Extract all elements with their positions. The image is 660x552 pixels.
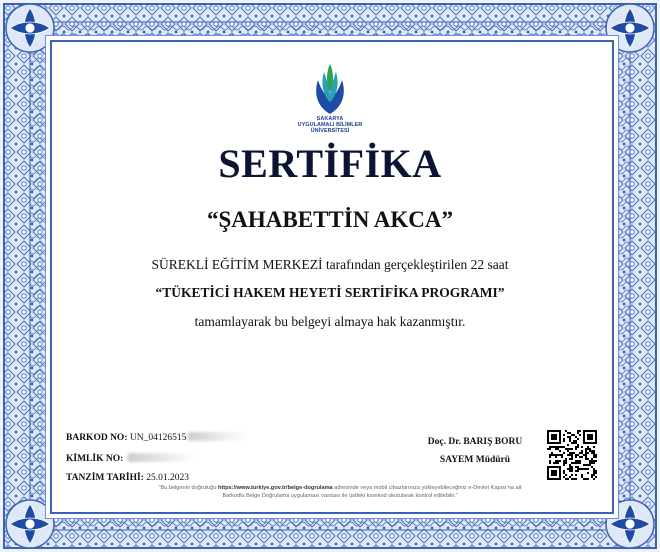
verification-link[interactable]: https://www.turkiye.gov.tr/belge-dogrulama [217, 485, 333, 491]
program-name: “TÜKETİCİ HAKEM HEYETİ SERTİFİKA PROGRAMI” [155, 285, 505, 300]
note-rest: adresinde veya mobil cihazlarınıza yükleyebileceğiniz e-Devlet Kapısı’na ait Barkodlu Belge Doğrulama uygulaması vasıtası ile üstteki karekod okutularak kontrol edilebilir.” [222, 485, 522, 499]
date-row [66, 473, 189, 483]
id-row [66, 453, 198, 464]
signer-title: SAYEM Müdürü [439, 455, 511, 465]
issuer-statement: SÜREKLİ EĞİTİM MERKEZİ tarafından gerçekleştirilen 22 saat [151, 257, 509, 272]
qr-code-icon [544, 427, 600, 489]
redaction-blur [128, 453, 198, 462]
certificate-title: SERTİFİKA [218, 141, 442, 186]
verification-note [150, 484, 530, 500]
logo-line-2: UYGULAMALI BİLİMLER [297, 122, 363, 128]
logo-line-1: SAKARYA [316, 116, 344, 122]
barcode-value: UN_04126515 [129, 433, 187, 443]
id-label: KİMLİK NO: [66, 454, 124, 464]
qr-code[interactable] [544, 427, 600, 489]
note-prefix: “Bu belgenin doğruluğu [158, 485, 218, 491]
barcode-label: BARKOD NO: [66, 433, 128, 443]
completion-statement: tamamlayarak bu belgeyi almaya hak kazanmıştır. [194, 314, 466, 329]
date-label: TANZİM TARİHİ: [66, 473, 144, 483]
tulip-emblem-icon [310, 62, 350, 116]
date-value: 25.01.2023 [146, 473, 189, 483]
recipient-name: “ŞAHABETTİN AKCA” [206, 207, 454, 232]
signer-name: Doç. Dr. BARIŞ BORU [427, 437, 523, 447]
barcode-row [66, 432, 248, 443]
university-logo [280, 62, 380, 152]
redaction-blur [188, 432, 248, 441]
logo-line-3: ÜNİVERSİTESİ [310, 128, 350, 134]
